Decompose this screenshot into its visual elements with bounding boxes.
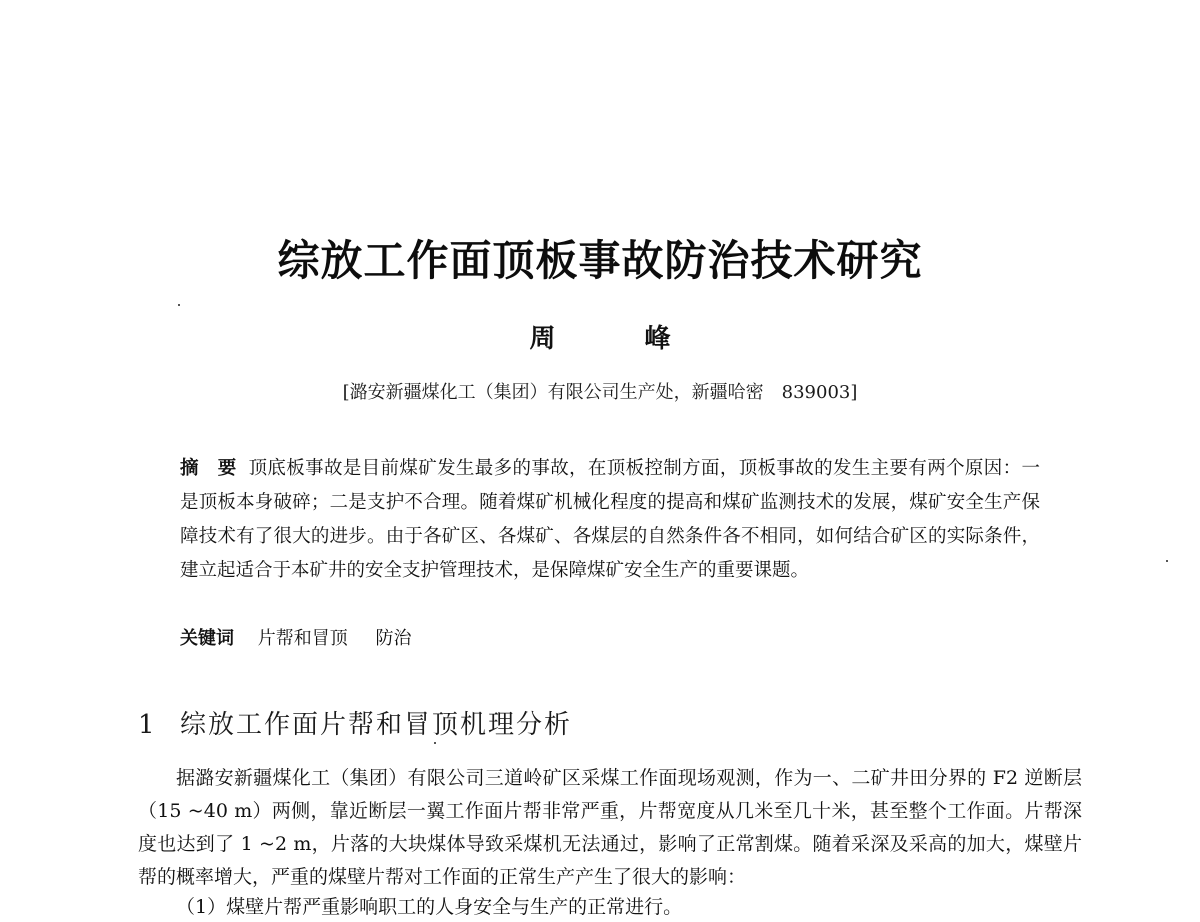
scan-speck <box>1166 560 1168 562</box>
author-affiliation: [潞安新疆煤化工（集团）有限公司生产处，新疆哈密 839003] <box>342 382 858 403</box>
scan-speck <box>434 742 436 744</box>
abstract <box>180 452 1040 588</box>
section-number: 1 <box>138 710 155 740</box>
keyword-item: 片帮和冒顶 <box>257 628 348 649</box>
section-heading <box>138 704 572 741</box>
abstract-label: 摘 要 <box>180 458 237 479</box>
author-name: 周 峰 <box>529 324 711 354</box>
scan-speck <box>178 304 180 306</box>
section-paragraph: 据潞安新疆煤化工（集团）有限公司三道岭矿区采煤工作面现场观测，作为一、二矿井田分界的 F2 逆断层（15 ~40 m）两侧，靠近断层一翼工作面片帮非常严重，片帮宽度从几米至几十米，甚至整个工作面。片帮深度也达到了 1 ~2 m，片落的大块煤体导致采煤机无法通过，影响了正常割煤。随着采深及采高的加大，煤壁片帮的概率增大，严重的煤壁片帮对工作面的正常生产产生了很大的影响： <box>138 767 1082 888</box>
section-title: 综放工作面片帮和冒顶机理分析 <box>180 710 573 740</box>
list-item: （1）煤壁片帮严重影响职工的人身安全与生产的正常进行。 <box>176 896 683 918</box>
keyword-item: 防治 <box>375 628 412 649</box>
abstract-text: 顶底板事故是目前煤矿发生最多的事故，在顶板控制方面，顶板事故的发生主要有两个原因：一是顶板本身破碎；二是支护不合理。随着煤矿机械化程度的提高和煤矿监测技术的发展，煤矿安全生产保障技术有了很大的进步。由于各矿区、各煤矿、各煤层的自然条件各不相同，如何结合矿区的实际条件，建立起适合于本矿井的安全支护管理技术，是保障煤矿安全生产的重要课题。 <box>180 458 1040 581</box>
keywords-label: 关键词 <box>180 628 234 649</box>
keywords <box>180 622 1040 656</box>
paper-title: 综放工作面顶板事故防治技术研究 <box>277 236 923 285</box>
